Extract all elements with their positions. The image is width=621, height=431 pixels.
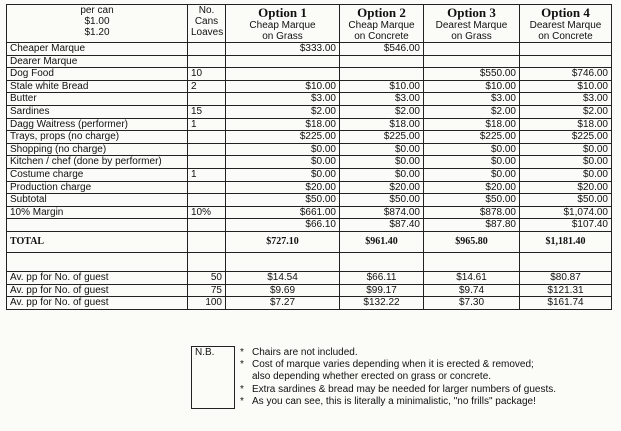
header-row <box>7 5 612 43</box>
option-1-cost: $333.00 <box>226 43 340 56</box>
option-3-cost: $50.00 <box>424 194 520 207</box>
option-4-cost: $2.00 <box>520 105 612 118</box>
table-row <box>7 143 612 156</box>
option-4-cost <box>520 43 612 56</box>
option-2-cost: $2.00 <box>340 105 424 118</box>
option-3-per-person: $14.61 <box>424 271 520 284</box>
table-row <box>7 219 612 232</box>
option-1-cost: $66.10 <box>226 219 340 232</box>
option-1-per-person: $9.69 <box>226 284 340 297</box>
item-label: Sardines <box>7 105 188 118</box>
table-row <box>7 181 612 194</box>
table-row <box>7 55 612 68</box>
option-4-cost: $0.00 <box>520 168 612 181</box>
table-row <box>7 93 612 106</box>
item-label: Dog Food <box>7 68 188 81</box>
option-2-cost: $20.00 <box>340 181 424 194</box>
note-line <box>192 347 573 359</box>
option-4-cost <box>520 55 612 68</box>
option-1-cost: $3.00 <box>226 93 340 106</box>
option-2-per-person: $132.22 <box>340 297 424 310</box>
option-1-cost: $50.00 <box>226 194 340 207</box>
option-3-cost: $0.00 <box>424 143 520 156</box>
item-label: Stale white Bread <box>7 80 188 93</box>
item-rows <box>7 43 612 232</box>
item-label: Cheaper Marque <box>7 43 188 56</box>
item-label: Trays, props (no charge) <box>7 131 188 144</box>
option-4-cost: $1,074.00 <box>520 206 612 219</box>
item-quantity: 1 <box>188 168 226 181</box>
per-guest-label: Av. pp for No. of guest <box>7 271 188 284</box>
item-label: Kitchen / chef (done by performer) <box>7 156 188 169</box>
option-1-cost: $18.00 <box>226 118 340 131</box>
item-quantity: 2 <box>188 80 226 93</box>
item-label: Subtotal <box>7 194 188 207</box>
option-3-cost: $18.00 <box>424 118 520 131</box>
spacer-row <box>7 252 612 271</box>
nb-label: N.B. <box>192 347 235 409</box>
option-4-cost: $225.00 <box>520 131 612 144</box>
option-2-cost: $874.00 <box>340 206 424 219</box>
total-option-2: $961.40 <box>340 231 424 252</box>
option-3-cost: $0.00 <box>424 156 520 169</box>
item-quantity <box>188 93 226 106</box>
option-2-cost: $546.00 <box>340 43 424 56</box>
item-label: Dagg Waitress (performer) <box>7 118 188 131</box>
item-quantity: 1 <box>188 118 226 131</box>
option-2-cost: $0.00 <box>340 156 424 169</box>
option-3-cost: $20.00 <box>424 181 520 194</box>
costing-table <box>6 4 612 310</box>
option-4-cost: $18.00 <box>520 118 612 131</box>
total-quantity <box>188 231 226 252</box>
item-quantity <box>188 219 226 232</box>
item-quantity: 15 <box>188 105 226 118</box>
option-3-cost: $878.00 <box>424 206 520 219</box>
note-text: Cost of marque varies depending when it is erected & removed; <box>252 358 534 370</box>
option-1-cost: $2.00 <box>226 105 340 118</box>
note-text: Extra sardines & bread may be needed for larger numbers of guests. <box>252 383 557 395</box>
item-quantity <box>188 43 226 56</box>
option-4-cost: $0.00 <box>520 143 612 156</box>
option-1-cost: $225.00 <box>226 131 340 144</box>
option-4-cost: $20.00 <box>520 181 612 194</box>
bullet-star <box>235 371 250 383</box>
bullet-star: * <box>235 396 250 408</box>
option-1-cost: $0.00 <box>226 156 340 169</box>
option-4-cost: $107.40 <box>520 219 612 232</box>
option-4-per-person: $161.74 <box>520 297 612 310</box>
option-3-cost: $3.00 <box>424 93 520 106</box>
option-4-cost: $10.00 <box>520 80 612 93</box>
option-1-cost: $0.00 <box>226 143 340 156</box>
bullet-star: * <box>235 347 250 359</box>
option-2-header: Option 2 Cheap Marque on Concrete <box>340 5 424 43</box>
option-1-per-person: $7.27 <box>226 297 340 310</box>
per-guest-row <box>7 297 612 310</box>
table-row <box>7 43 612 56</box>
total-label: TOTAL <box>7 231 188 252</box>
note-line <box>192 371 573 383</box>
per-guest-row <box>7 284 612 297</box>
option-1-cost: $20.00 <box>226 181 340 194</box>
item-quantity: 10% <box>188 206 226 219</box>
table-row <box>7 118 612 131</box>
option-1-cost: $661.00 <box>226 206 340 219</box>
note-text: As you can see, this is literally a minimalistic, "no frills" package! <box>252 396 536 408</box>
option-3-cost: $10.00 <box>424 80 520 93</box>
per-guest-row <box>7 271 612 284</box>
option-3-header: Option 3 Dearest Marque on Grass <box>424 5 520 43</box>
option-2-per-person: $99.17 <box>340 284 424 297</box>
option-3-cost: $225.00 <box>424 131 520 144</box>
item-quantity <box>188 143 226 156</box>
option-4-cost: $3.00 <box>520 93 612 106</box>
note-line <box>192 384 573 396</box>
option-4-cost: $50.00 <box>520 194 612 207</box>
item-label: Shopping (no charge) <box>7 143 188 156</box>
option-2-cost: $10.00 <box>340 80 424 93</box>
option-4-per-person: $80.87 <box>520 271 612 284</box>
option-1-cost <box>226 68 340 81</box>
item-quantity: 10 <box>188 68 226 81</box>
bullet-star: * <box>235 384 250 396</box>
item-label: Production charge <box>7 181 188 194</box>
table-row <box>7 131 612 144</box>
quantity-header: No. Cans Loaves <box>188 5 226 43</box>
option-1-cost <box>226 55 340 68</box>
option-3-cost: $0.00 <box>424 168 520 181</box>
notes-box <box>191 346 573 409</box>
option-2-cost <box>340 68 424 81</box>
option-4-cost: $0.00 <box>520 156 612 169</box>
note-line <box>192 359 573 371</box>
note-text: also depending whether erected on grass or concrete. <box>252 371 492 383</box>
option-1-header: Option 1 Cheap Marque on Grass <box>226 5 340 43</box>
option-4-header: Option 4 Dearest Marque on Concrete <box>520 5 612 43</box>
table-row <box>7 168 612 181</box>
guest-count: 50 <box>188 271 226 284</box>
total-option-1: $727.10 <box>226 231 340 252</box>
item-quantity <box>188 55 226 68</box>
option-3-per-person: $7.30 <box>424 297 520 310</box>
price-per-unit-header: per can $1.00 $1.20 <box>7 5 188 43</box>
item-label: 10% Margin <box>7 206 188 219</box>
total-row <box>7 231 612 252</box>
table-row <box>7 80 612 93</box>
per-guest-label: Av. pp for No. of guest <box>7 284 188 297</box>
table-row <box>7 194 612 207</box>
item-quantity <box>188 156 226 169</box>
per-guest-label: Av. pp for No. of guest <box>7 297 188 310</box>
option-3-per-person: $9.74 <box>424 284 520 297</box>
option-2-cost: $3.00 <box>340 93 424 106</box>
bullet-star: * <box>235 359 250 371</box>
table-row <box>7 105 612 118</box>
option-2-cost: $50.00 <box>340 194 424 207</box>
option-4-cost: $746.00 <box>520 68 612 81</box>
option-2-per-person: $66.11 <box>340 271 424 284</box>
item-quantity <box>188 194 226 207</box>
option-3-cost <box>424 55 520 68</box>
option-4-per-person: $121.31 <box>520 284 612 297</box>
total-option-4: $1,181.40 <box>520 231 612 252</box>
item-quantity <box>188 131 226 144</box>
option-2-cost: $0.00 <box>340 143 424 156</box>
option-3-cost: $550.00 <box>424 68 520 81</box>
item-label <box>7 219 188 232</box>
table-row <box>7 68 612 81</box>
option-3-cost: $2.00 <box>424 105 520 118</box>
item-label: Butter <box>7 93 188 106</box>
table-row <box>7 156 612 169</box>
per-guest-rows <box>7 271 612 309</box>
total-option-3: $965.80 <box>424 231 520 252</box>
option-3-cost <box>424 43 520 56</box>
item-quantity <box>188 181 226 194</box>
option-2-cost: $0.00 <box>340 168 424 181</box>
item-label: Costume charge <box>7 168 188 181</box>
option-1-per-person: $14.54 <box>226 271 340 284</box>
guest-count: 100 <box>188 297 226 310</box>
option-1-cost: $10.00 <box>226 80 340 93</box>
item-label: Dearer Marque <box>7 55 188 68</box>
guest-count: 75 <box>188 284 226 297</box>
option-2-cost: $18.00 <box>340 118 424 131</box>
option-3-cost: $87.80 <box>424 219 520 232</box>
option-2-cost: $87.40 <box>340 219 424 232</box>
table-row <box>7 206 612 219</box>
option-1-cost: $0.00 <box>226 168 340 181</box>
option-2-cost: $225.00 <box>340 131 424 144</box>
note-text: Chairs are not included. <box>252 346 358 358</box>
note-line <box>192 396 573 408</box>
option-2-cost <box>340 55 424 68</box>
